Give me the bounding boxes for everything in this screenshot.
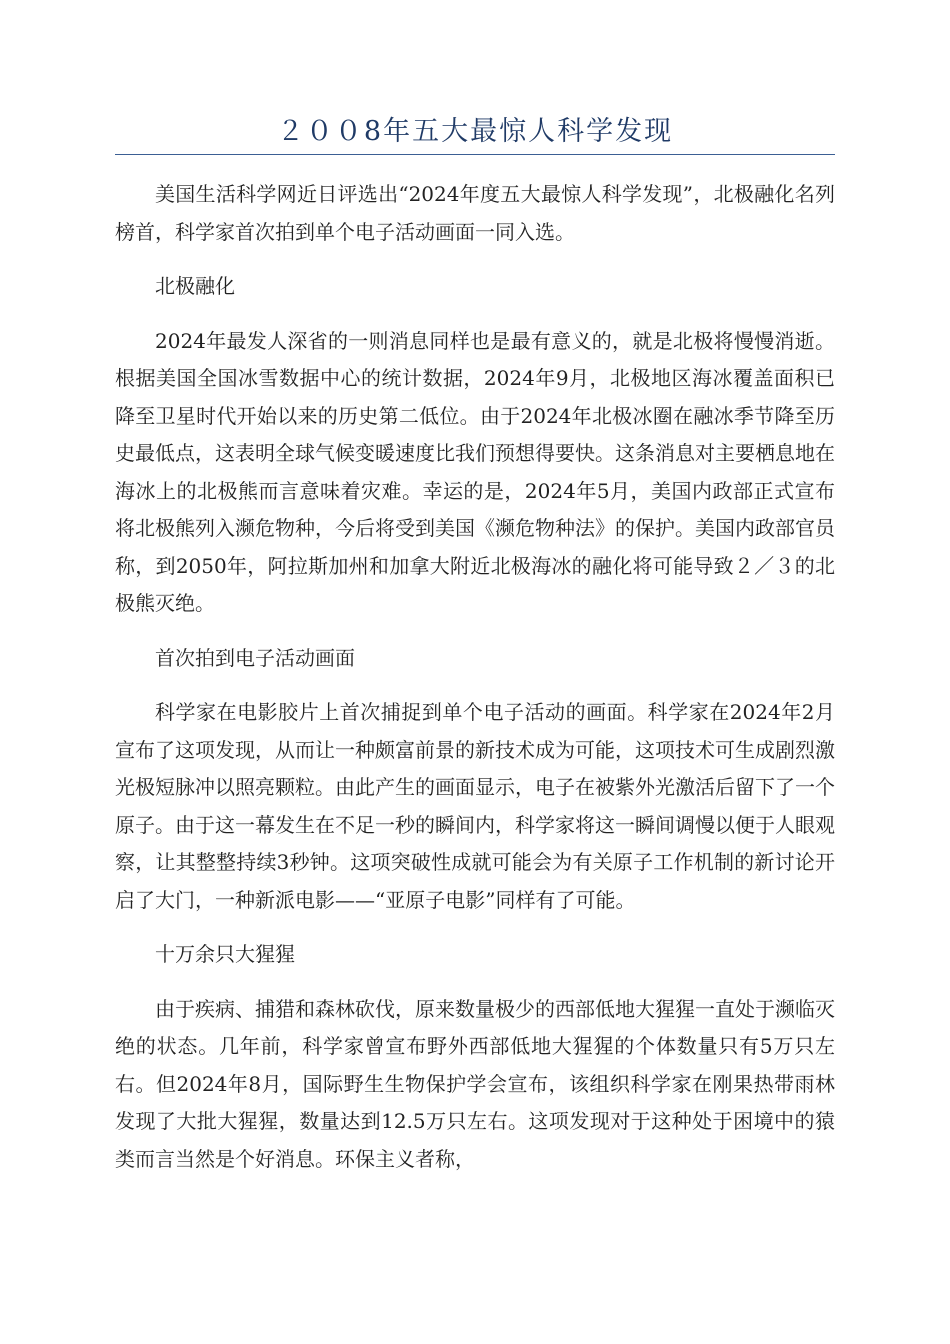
- intro-paragraph: 美国生活科学网近日评选出“2024年度五大最惊人科学发现”，北极融化名列榜首，科学家首次拍到单个电子活动画面一同入选。: [115, 182, 835, 244]
- document-title: ２００8年五大最惊人科学发现: [276, 116, 674, 147]
- arctic-paragraph: 2024年最发人深省的一则消息同样也是最有意义的，就是北极将慢慢消逝。根据美国全国冰雪数据中心的统计数据，2024年9月，北极地区海冰覆盖面积已降至卫星时代开始以来的历史第二低位。由于2024年北极冰圈在融冰季节降至历史最低点，这表明全球气候变暖速度比我们预想得要快。这条消息对主要栖息地在海冰上的北极熊而言意味着灾难。幸运的是，2024年5月，美国内政部正式宣布将北极熊列入濒危物种，今后将受到美国《濒危物种法》的保护。美国内政部官员称，到2050年，阿拉斯加州和加拿大附近北极海冰的融化将可能导致２／３的北极熊灭绝。: [115, 328, 835, 615]
- section-heading-arctic: 北极融化: [155, 274, 235, 298]
- section-heading-electron: 首次拍到电子活动画面: [155, 645, 355, 670]
- document-body: [115, 176, 835, 1195]
- section-heading-gorilla: 十万余只大猩猩: [155, 942, 295, 966]
- electron-paragraph: 科学家在电影胶片上首次捕捉到单个电子活动的画面。科学家在2024年2月宣布了这项发现，从而让一种颇富前景的新技术成为可能，这项技术可生成剧烈激光极短脉冲以照亮颗粒。由此产生的画面显示，电子在被紫外光激活后留下了一个原子。由于这一幕发生在不足一秒的瞬间内，科学家将这一瞬间调慢以便于人眼观察，让其整整持续3秒钟。这项突破性成就可能会为有关原子工作机制的新讨论开启了大门，一种新派电影——“亚原子电影”同样有了可能。: [115, 700, 835, 912]
- title-underline: [115, 154, 835, 155]
- gorilla-paragraph: 由于疾病、捕猎和森林砍伐，原来数量极少的西部低地大猩猩一直处于濒临灭绝的状态。几年前，科学家曾宣布野外西部低地大猩猩的个体数量只有5万只左右。但2024年8月，国际野生生物保护学会宣布，该组织科学家在刚果热带雨林发现了大批大猩猩，数量达到12.5万只左右。这项发现对于这种处于困境中的猿类而言当然是个好消息。环保主义者称，: [115, 996, 835, 1171]
